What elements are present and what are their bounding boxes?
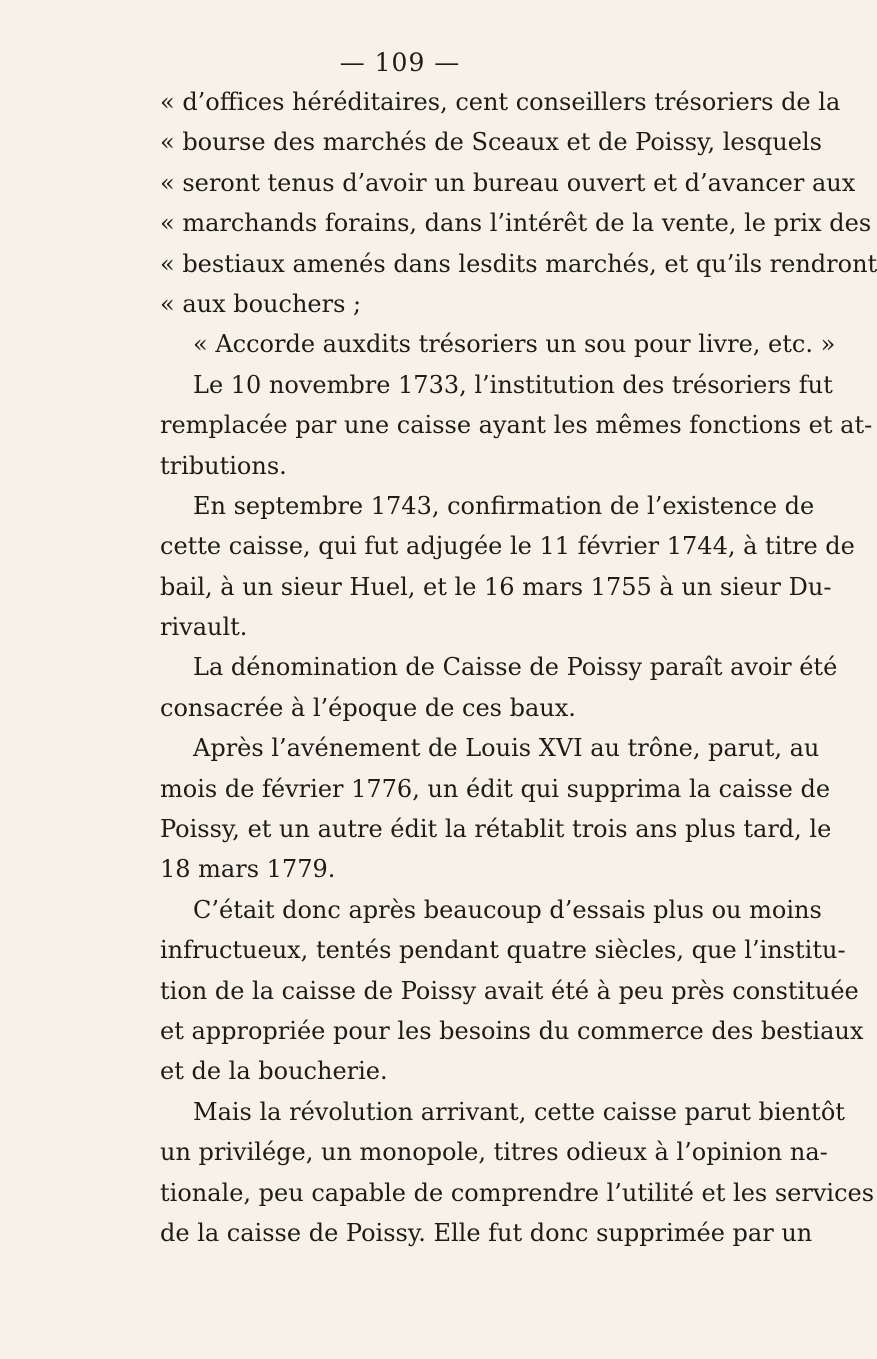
text-line: tionale, peu capable de comprendre l’utilité et les services bbox=[160, 1178, 875, 1207]
text-line: et de la boucherie. bbox=[160, 1057, 388, 1086]
text-line: La dénomination de Caisse de Poissy paraît avoir été bbox=[193, 653, 838, 682]
text-line: remplacée par une caisse ayant les mêmes fonctions et at- bbox=[160, 411, 873, 440]
text-line: bail, à un sieur Huel, et le 16 mars 1755 à un sieur Du- bbox=[160, 572, 832, 601]
text-line: de la caisse de Poissy. Elle fut donc supprimée par un bbox=[160, 1218, 813, 1247]
text-line: « marchands forains, dans l’intérêt de la vente, le prix des bbox=[160, 209, 872, 238]
text-line: Après l’avénement de Louis XVI au trône, parut, au bbox=[193, 734, 820, 763]
text-line: et appropriée pour les besoins du commerce des bestiaux bbox=[160, 1016, 864, 1045]
text-line: « bourse des marchés de Sceaux et de Poissy, lesquels bbox=[160, 128, 822, 157]
text-line: consacrée à l’époque de ces baux. bbox=[160, 693, 576, 722]
text-line: un privilége, un monopole, titres odieux à l’opinion na- bbox=[160, 1138, 828, 1167]
text-line: cette caisse, qui fut adjugée le 11 février 1744, à titre de bbox=[160, 532, 855, 561]
text-line: mois de février 1776, un édit qui supprima la caisse de bbox=[160, 774, 831, 803]
body-text bbox=[160, 82, 877, 1253]
text-line: Le 10 novembre 1733, l’institution des trésoriers fut bbox=[193, 370, 833, 399]
text-line: tributions. bbox=[160, 451, 287, 480]
text-line: tion de la caisse de Poissy avait été à peu près constituée bbox=[160, 976, 859, 1005]
text-line: « aux bouchers ; bbox=[160, 289, 362, 318]
text-line: rivault. bbox=[160, 613, 248, 642]
text-line: C’était donc après beaucoup d’essais plus ou moins bbox=[193, 895, 822, 924]
text-line: « Accorde auxdits trésoriers un sou pour livre, etc. » bbox=[193, 330, 836, 359]
text-line: Mais la révolution arrivant, cette caisse parut bientôt bbox=[193, 1097, 845, 1126]
text-line: « seront tenus d’avoir un bureau ouvert et d’avancer aux bbox=[160, 168, 856, 197]
text-line: infructueux, tentés pendant quatre siècles, que l’institu- bbox=[160, 936, 846, 965]
text-line: « d’offices héréditaires, cent conseillers trésoriers de la bbox=[160, 88, 841, 116]
text-line: « bestiaux amenés dans lesdits marchés, et qu’ils rendront bbox=[160, 249, 877, 278]
page-number: — 109 — bbox=[339, 48, 461, 77]
text-line: Poissy, et un autre édit la rétablit trois ans plus tard, le bbox=[160, 815, 832, 844]
text-line: 18 mars 1779. bbox=[160, 855, 336, 884]
text-line: En septembre 1743, confirmation de l’existence de bbox=[193, 491, 815, 520]
